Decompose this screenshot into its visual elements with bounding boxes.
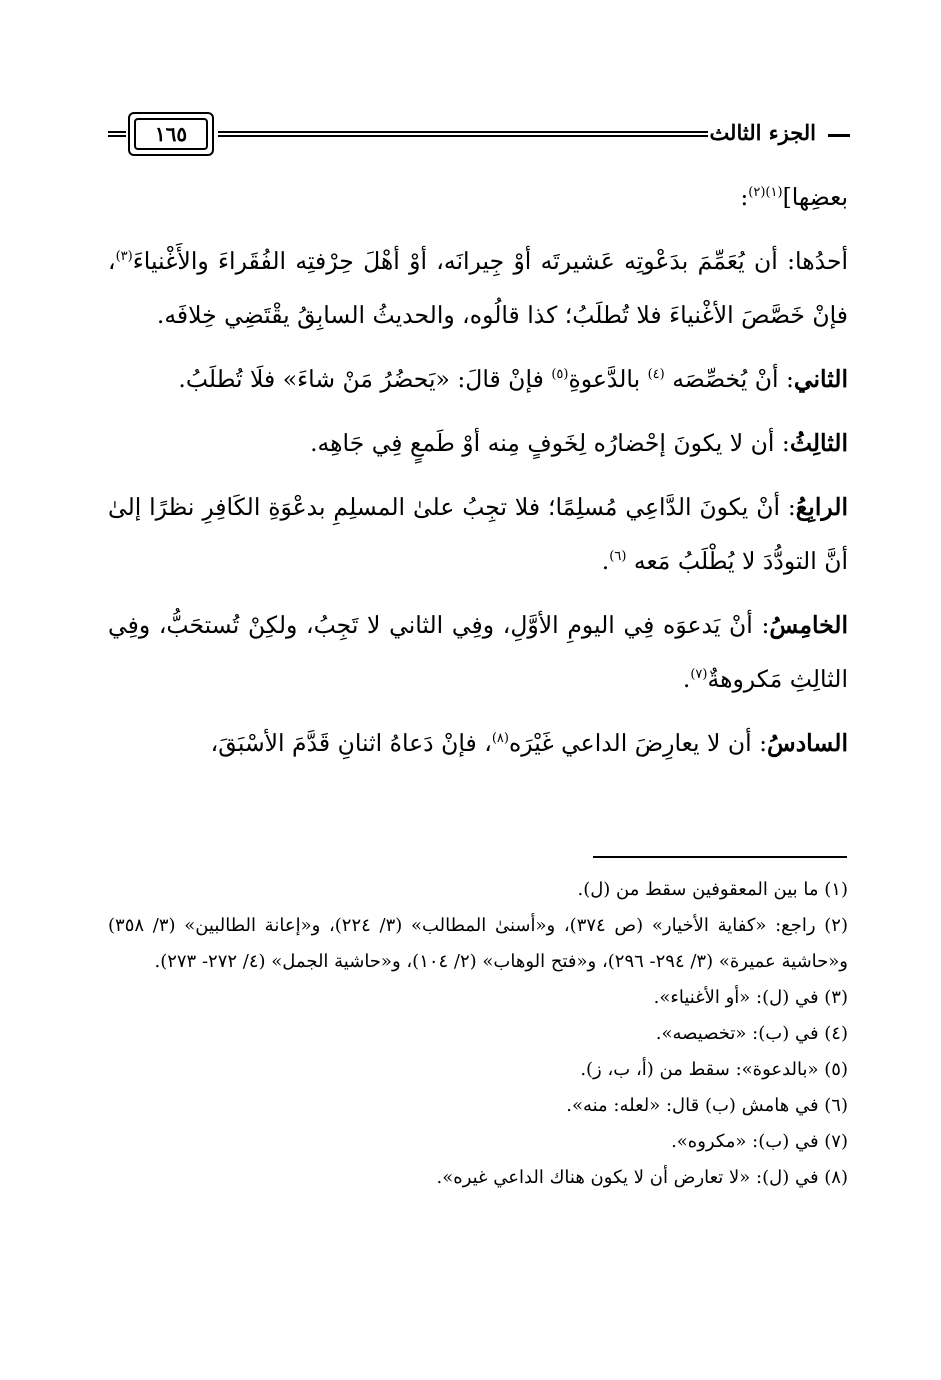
footnote: (٨) في (ل): «لا تعارض أن لا يكون هناك الداعي غيره». bbox=[436, 1167, 848, 1188]
paragraph-fifth bbox=[108, 598, 848, 706]
footnote-ref: (٨) bbox=[491, 731, 509, 747]
paragraph-text: بعضِها] bbox=[782, 183, 848, 211]
paragraph-text: ، فإنْ خَصَّصَ الأغْنياءَ فلا تُطلَبُ؛ كذا قالُوه، والحديثُ السابِقُ يقْتَضِي خِلافَه. bbox=[108, 247, 848, 329]
paragraph-text: فإنْ قالَ: «يَحضُرُ مَنْ شاءَ» فلَا تُطلَبُ. bbox=[178, 365, 552, 393]
paragraph-text: . bbox=[601, 547, 610, 575]
footnotes bbox=[108, 872, 848, 1196]
paragraph-text: : bbox=[740, 183, 749, 211]
header-right-dash bbox=[828, 134, 850, 137]
page-number-frame bbox=[128, 112, 214, 156]
footnote-ref: (٧) bbox=[690, 667, 708, 683]
paragraph-text: : أن لا يكونَ إحْضارُه لِخَوفٍ مِنه أوْ طَمعٍ فِي جَاهِه. bbox=[310, 429, 790, 457]
paragraph-sixth bbox=[108, 716, 848, 770]
paragraph-text: ، فإنْ دَعاهُ اثنانِ قَدَّمَ الأسْبَقَ، bbox=[210, 729, 492, 757]
paragraph-text: : أنْ يَدعوَه فِي اليومِ الأوَّلِ، وفِي الثاني لا تَجِبُ، ولكِنْ تُستحَبُّ، وفِي الثالِثِ مَكروهةٌ bbox=[108, 611, 848, 693]
main-text bbox=[108, 170, 848, 770]
footnote: (٣) في (ل): «أو الأغنياء». bbox=[653, 987, 848, 1008]
paragraph-lead: الخامِسُ bbox=[769, 611, 848, 639]
footnote-ref: (٣) bbox=[115, 249, 133, 265]
paragraph-text: : أنْ يُخصِّصَه bbox=[664, 365, 794, 393]
footnote-ref: (٦) bbox=[609, 549, 627, 565]
running-header bbox=[108, 112, 850, 160]
paragraph-fourth bbox=[108, 480, 848, 588]
footnote: (١) ما بين المعقوفين سقط من (ل). bbox=[577, 879, 848, 900]
paragraph-text: : أنْ يكونَ الدَّاعِي مُسلِمًا؛ فلا تجِبُ علىٰ المسلِمِ بدعْوَةِ الكَافِرِ نظرًا إلىٰ أنَّ التودُّدَ لا يُطْلَبُ مَعه bbox=[108, 493, 848, 575]
paragraph-first bbox=[108, 234, 848, 342]
footnote: (٤) في (ب): «تخصيصه». bbox=[655, 1023, 848, 1044]
footnote: (٦) في هامش (ب) قال: «لعله: منه». bbox=[566, 1095, 848, 1116]
paragraph-text: : أن لا يعارِضَ الداعي غَيْرَه bbox=[508, 729, 768, 757]
running-title: الجزء الثالث bbox=[709, 120, 816, 145]
paragraph-third bbox=[108, 416, 848, 470]
paragraph-lead: الثاني bbox=[793, 365, 848, 393]
paragraph-text: . bbox=[682, 665, 691, 693]
footnote: (٢) راجع: «كفاية الأخيار» (ص ٣٧٤)، و«أسنىٰ المطالب» (٣/ ٢٢٤)، و«إعانة الطالبين» (٣/ ٣٥٨) و«حاشية عميرة» (٣/ ٢٩٤- ٢٩٦)، و«فتح الوهاب» (٢/ ١٠٤)، و«حاشية الجمل» (٤/ ٢٧٢- ٢٧٣). bbox=[108, 915, 848, 972]
footnote-ref: (٥) bbox=[551, 367, 569, 383]
header-left-dash bbox=[108, 131, 126, 137]
paragraph-lead: الثالِثُ bbox=[789, 429, 848, 457]
paragraph-text: أحدُها: أن يُعَمِّمَ بدَعْوتِه عَشيرتَه أوْ جِيرانَه، أوْ أهْلَ حِرْفتِه الفُقَراءَ والأَغْنياءَ bbox=[132, 247, 848, 275]
page-number: ١٦٥ bbox=[134, 118, 208, 150]
footnote: (٥) «بالدعوة»: سقط من (أ، ب، ز). bbox=[580, 1059, 848, 1080]
footnote-ref: (١)(٢) bbox=[748, 185, 783, 201]
paragraph-second bbox=[108, 352, 848, 406]
paragraph-lead: السادسُ bbox=[767, 729, 848, 757]
paragraph-continuation bbox=[108, 170, 848, 224]
header-rule bbox=[218, 131, 708, 137]
footnote: (٧) في (ب): «مكروه». bbox=[671, 1131, 848, 1152]
footnote-separator bbox=[593, 856, 847, 858]
paragraph-text: بالدَّعوةِ bbox=[568, 365, 648, 393]
footnote-ref: (٤) bbox=[647, 367, 665, 383]
paragraph-lead: الرابِعُ bbox=[795, 493, 848, 521]
